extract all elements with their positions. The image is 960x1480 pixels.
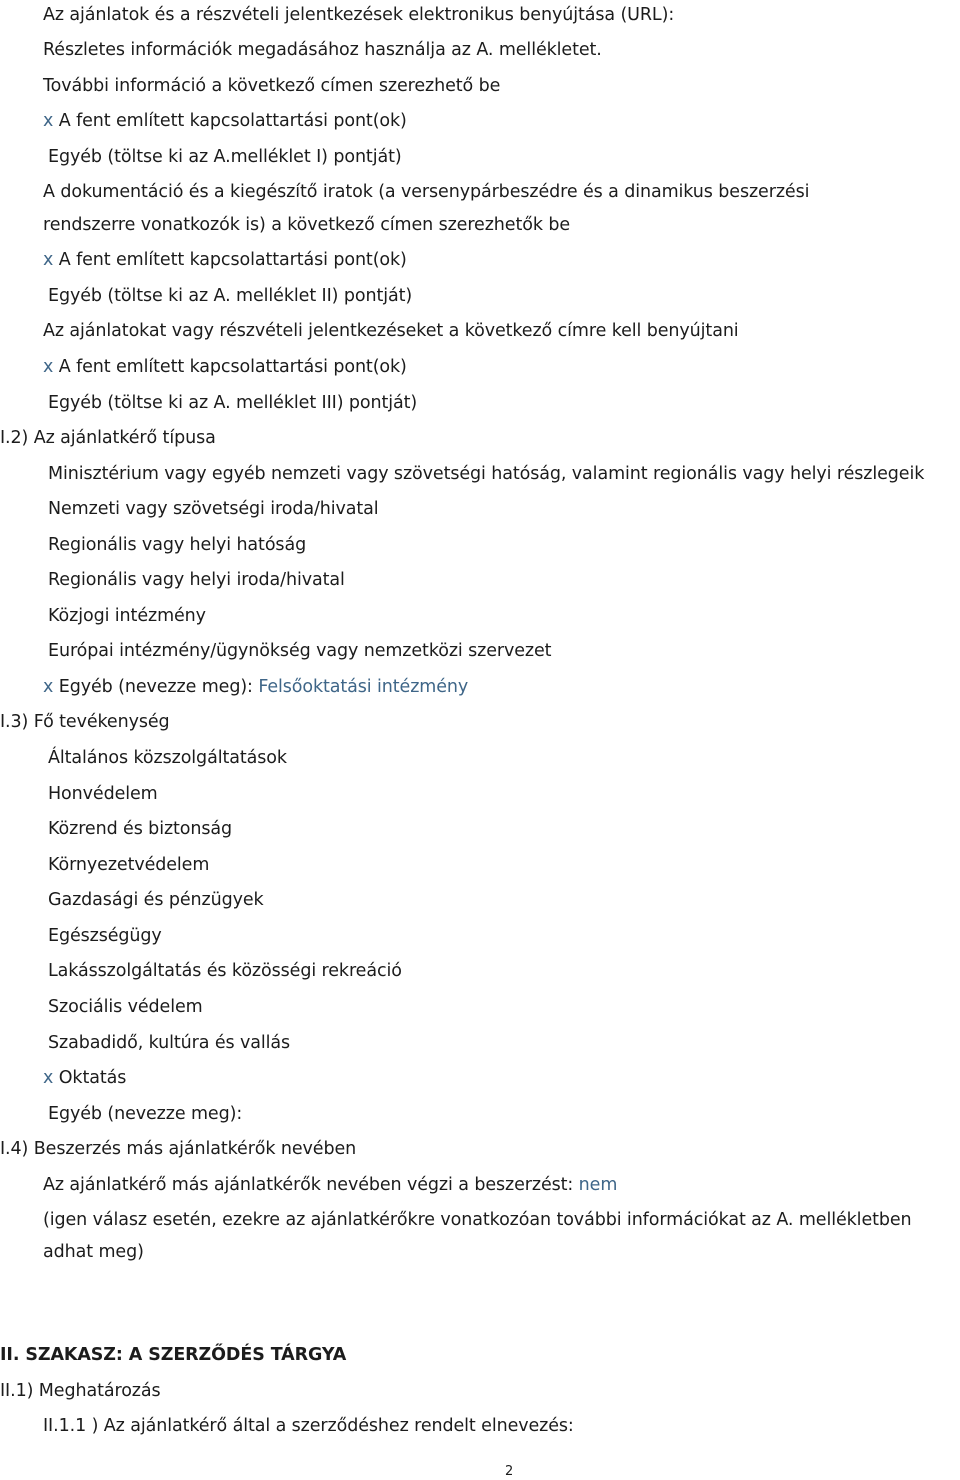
checkmark-x-icon: x xyxy=(43,677,54,697)
page-number: 2 xyxy=(505,1464,514,1479)
option: Regionális vagy helyi iroda/hivatal xyxy=(48,570,345,590)
subsection-heading: II.1.1 ) Az ajánlatkérő által a szerződéshez rendelt elnevezés: xyxy=(43,1416,574,1436)
checked-option: x A fent említett kapcsolattartási pont(ok) xyxy=(43,357,407,377)
checkmark-x-icon: x xyxy=(43,357,54,377)
section-title: II. SZAKASZ: A SZERZŐDÉS TÁRGYA xyxy=(0,1345,347,1365)
checked-option: x A fent említett kapcsolattartási pont(ok) xyxy=(43,250,407,270)
option: Egyéb (nevezze meg): xyxy=(48,1104,243,1124)
text-line: További információ a következő címen szerezhető be xyxy=(43,76,501,96)
option: Környezetvédelem xyxy=(48,855,210,875)
section-heading: II.1) Meghatározás xyxy=(0,1381,161,1401)
option: Szociális védelem xyxy=(48,997,203,1017)
checkmark-x-icon: x xyxy=(43,1068,54,1088)
filled-value: Felsőoktatási intézmény xyxy=(258,677,469,697)
text-line: A dokumentáció és a kiegészítő iratok (a versenypárbeszédre és a dinamikus beszerzési xyxy=(43,182,810,202)
option: Közjogi intézmény xyxy=(48,606,206,626)
option: Egyéb (töltse ki az A. melléklet III) pontját) xyxy=(48,393,418,413)
option: Egyéb (töltse ki az A. melléklet II) pontját) xyxy=(48,286,413,306)
option: Közrend és biztonság xyxy=(48,819,233,839)
option: Egyéb (töltse ki az A.melléklet I) pontját) xyxy=(48,147,402,167)
section-heading: I.2) Az ajánlatkérő típusa xyxy=(0,428,216,448)
option: Európai intézmény/ügynökség vagy nemzetközi szervezet xyxy=(48,641,552,661)
checked-option: x Oktatás xyxy=(43,1068,127,1088)
option: Honvédelem xyxy=(48,784,158,804)
filled-value: nem xyxy=(578,1175,618,1195)
option: Egészségügy xyxy=(48,926,162,946)
text-line: Az ajánlatokat vagy részvételi jelentkezéseket a következő címre kell benyújtani xyxy=(43,321,739,341)
checkmark-x-icon: x xyxy=(43,250,54,270)
text-line: Az ajánlatkérő más ajánlatkérők nevében végzi a beszerzést: nem xyxy=(43,1175,618,1195)
option: Lakásszolgáltatás és közösségi rekreáció xyxy=(48,961,402,981)
text-line: adhat meg) xyxy=(43,1242,144,1262)
text-line: (igen válasz esetén, ezekre az ajánlatkérőkre vonatkozóan további információkat az A. mellékletben xyxy=(43,1210,912,1230)
text-line: Az ajánlatok és a részvételi jelentkezések elektronikus benyújtása (URL): xyxy=(43,5,675,25)
option: Gazdasági és pénzügyek xyxy=(48,890,264,910)
text-line: Részletes információk megadásához használja az A. mellékletet. xyxy=(43,40,602,60)
option: Nemzeti vagy szövetségi iroda/hivatal xyxy=(48,499,379,519)
option: Minisztérium vagy egyéb nemzeti vagy szövetségi hatóság, valamint regionális vagy helyi részlegeik xyxy=(48,464,925,484)
option: Szabadidő, kultúra és vallás xyxy=(48,1033,291,1053)
text-line: rendszerre vonatkozók is) a következő címen szerezhetők be xyxy=(43,215,570,235)
checked-option: x A fent említett kapcsolattartási pont(ok) xyxy=(43,111,407,131)
option: Regionális vagy helyi hatóság xyxy=(48,535,307,555)
section-heading: I.4) Beszerzés más ajánlatkérők nevében xyxy=(0,1139,357,1159)
checked-option: x Egyéb (nevezze meg): Felsőoktatási intézmény xyxy=(43,677,469,697)
checkmark-x-icon: x xyxy=(43,111,54,131)
option: Általános közszolgáltatások xyxy=(48,748,287,768)
section-heading: I.3) Fő tevékenység xyxy=(0,712,170,732)
